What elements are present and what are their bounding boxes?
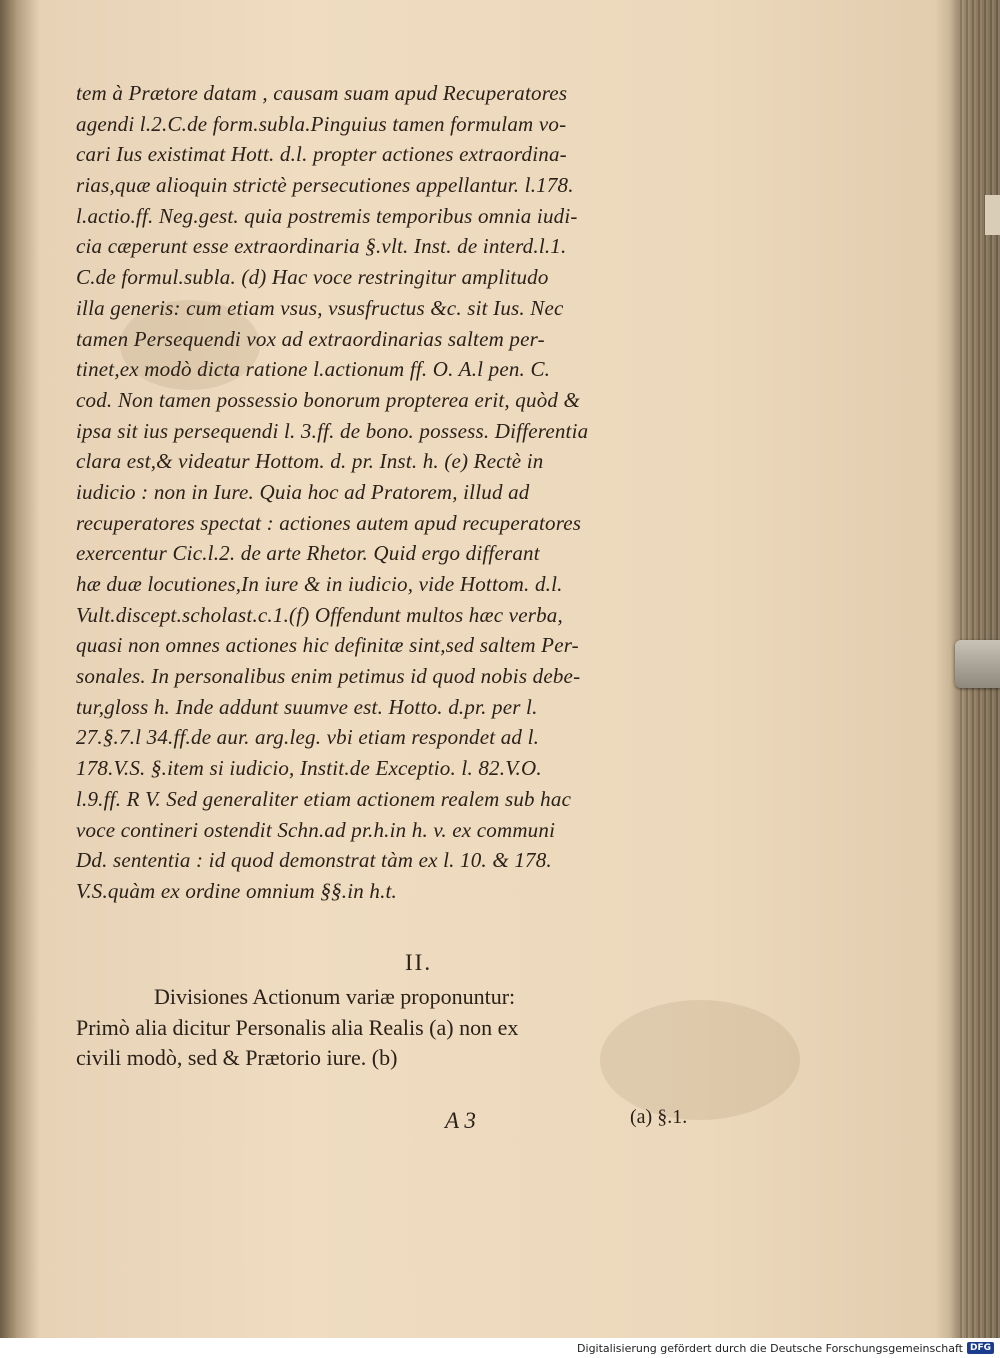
text-line: illa generis: cum etiam vsus, vsusfructus &c. sit Ius. Nec: [76, 295, 564, 320]
text-line: civili modò, sed & Prætorio iure. (b): [76, 1045, 398, 1071]
text-line: tem à Prætore datam , causam suam apud Recuperatores: [76, 81, 568, 105]
text-line: V.S.quàm ex ordine omnium §§.in h.t.: [76, 878, 398, 903]
text-line: cod. Non tamen possessio bonorum propterea erit, quòd &: [76, 387, 581, 412]
text-line: exercentur Cic.l.2. de arte Rhetor. Quid ergo differant: [76, 541, 540, 566]
text-line: rias,quæ alioquin strictè persecutiones appellantur. l.178.: [76, 173, 574, 198]
text-line: clara est,& videatur Hottom. d. pr. Inst. h. (e) Rectè in: [76, 449, 544, 474]
text-line: l.9.ff. R V. Sed generaliter etiam actionem realem sub hac: [76, 786, 572, 811]
text-line: recuperatores spectat : actiones autem apud recuperatores: [76, 510, 582, 535]
text-line: sonales. In personalibus enim petimus id quod nobis debe-: [76, 664, 581, 689]
section-heading: II.: [405, 950, 433, 975]
text-line: 27.§.7.l 34.ff.de aur. arg.leg. vbi etiam respondet ad l.: [76, 725, 540, 750]
funding-credit: Digitalisierung gefördert durch die Deutsche Forschungsgemeinschaft: [577, 1341, 963, 1355]
text-line: C.de formul.subla. (d) Hac voce restringitur amplitudo: [76, 265, 549, 290]
text-line: cia cæperunt esse extraordinaria §.vlt. Inst. de interd.l.1.: [76, 234, 567, 259]
text-line: quasi non omnes actiones hic definitæ sint,sed saltem Per-: [76, 633, 579, 658]
text-line: Divisiones Actionum variæ proponuntur:: [154, 984, 516, 1009]
text-line: Primò alia dicitur Personalis alia Realis (a) non ex: [76, 1014, 519, 1040]
text-line: hæ duæ locutiones,In iure & in iudicio, vide Hottom. d.l.: [76, 572, 563, 596]
body-text: [76, 78, 726, 907]
text-line: ipsa sit ius persequendi l. 3.ff. de bono. possess. Differentia: [76, 418, 589, 443]
catchword: (a) §.1.: [630, 1106, 688, 1128]
text-line: cari Ius existimat Hott. d.l. propter actiones extraordina-: [76, 142, 567, 167]
dfg-logo: DFG: [967, 1342, 994, 1354]
text-line: l.actio.ff. Neg.gest. quia postremis temporibus omnia iudi-: [76, 203, 578, 228]
text-line: tur,gloss h. Inde addunt suumve est. Hotto. d.pr. per l.: [76, 694, 538, 719]
footer-bar: [0, 1338, 1000, 1358]
section-text: [76, 982, 736, 1074]
text-line: voce contineri ostendit Schn.ad pr.h.in h. v. ex communi: [76, 817, 556, 842]
page-clip: [955, 640, 1000, 688]
page-tab-marker: [985, 195, 1000, 235]
text-line: agendi l.2.C.de form.subla.Pinguius tamen formulam vo-: [76, 111, 567, 136]
text-line: tamen Persequendi vox ad extraordinarias saltem per-: [76, 326, 545, 351]
signature-mark: A 3: [445, 1108, 476, 1133]
text-line: 178.V.S. §.item si iudicio, Instit.de Exceptio. l. 82.V.O.: [76, 756, 542, 781]
text-line: Dd. sententia : id quod demonstrat tàm ex l. 10. & 178.: [76, 848, 552, 873]
text-line: tinet,ex modò dicta ratione l.actionum ff. O. A.l pen. C.: [76, 357, 551, 382]
text-line: iudicio : non in Iure. Quia hoc ad Pratorem, illud ad: [76, 479, 530, 504]
text-line: Vult.discept.scholast.c.1.(f) Offendunt multos hæc verba,: [76, 602, 563, 627]
